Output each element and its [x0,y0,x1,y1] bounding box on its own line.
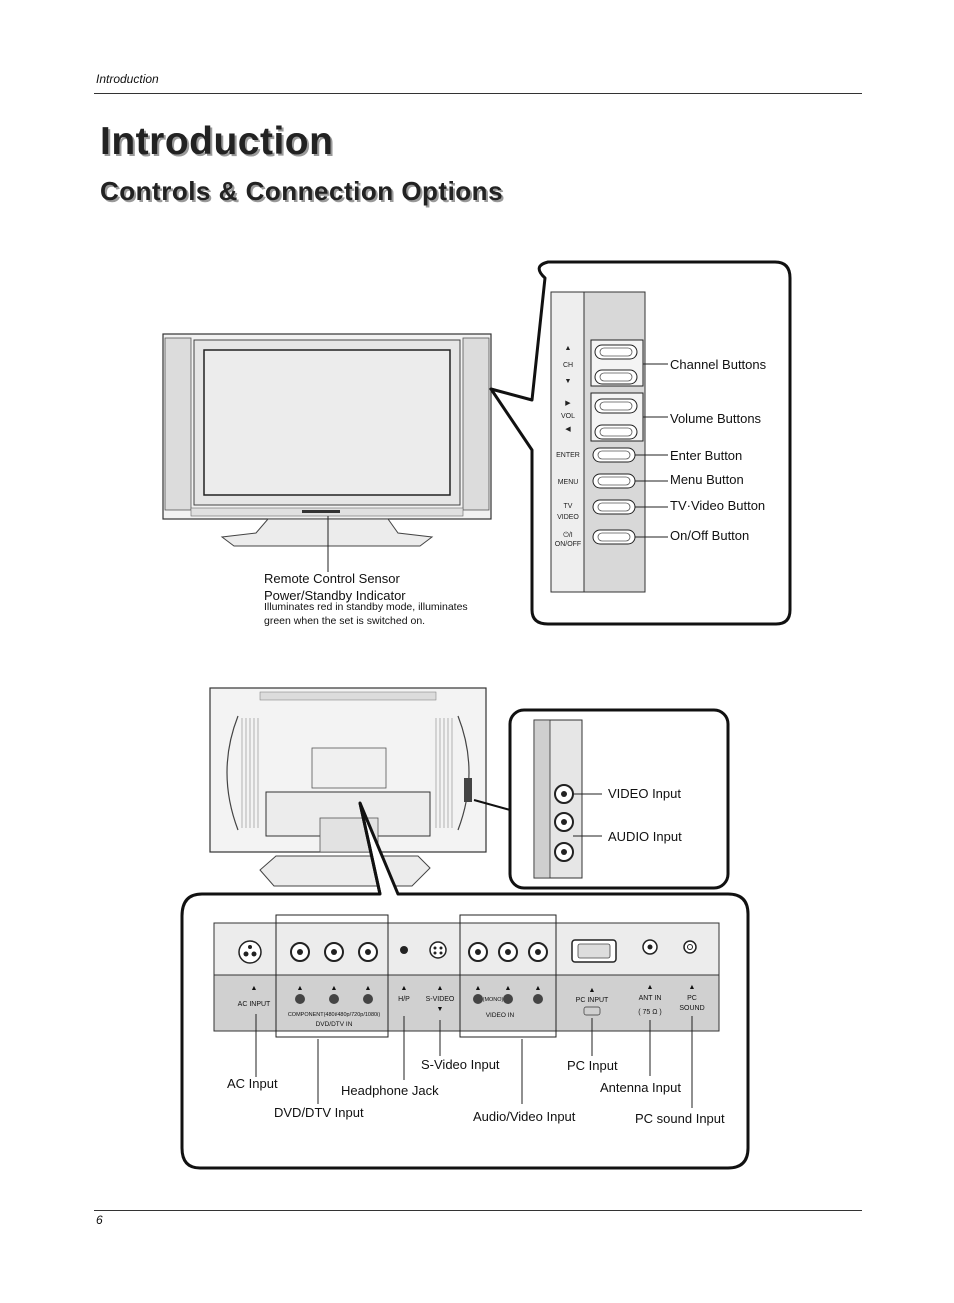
jack-mono: (MONO) [482,997,504,1003]
svg-text:▲: ▲ [474,985,482,992]
jack-dvd-dtv-in: DVD/DTV IN [315,1021,353,1028]
enter-button-label: Enter Button [670,448,743,463]
svg-text:▲: ▲ [646,984,654,991]
s-video-input-callout: S-Video Input [421,1057,500,1072]
jack-hp: H/P [398,996,410,1003]
audio-input-label: AUDIO Input [608,829,682,844]
jack-sound: SOUND [679,1005,705,1012]
jack-ohm: ( 75 Ω ) [638,1009,662,1016]
svg-text:▼: ▼ [564,378,572,385]
svg-text:▶: ▶ [565,400,571,407]
jack-ac-input: AC INPUT [237,1001,271,1008]
jack-s-video: S-VIDEO [425,996,455,1003]
panel-mark-onoff: ON/OFF [554,541,582,548]
panel-mark-video: VIDEO [557,514,579,521]
panel-mark-menu: MENU [557,479,579,486]
svg-text:▲: ▲ [564,345,572,352]
footer-rule [94,1210,862,1211]
svg-text:▲: ▲ [436,985,444,992]
tv-video-button-label: TV·Video Button [670,498,766,513]
sensor-label-line1: Remote Control Sensor [264,571,400,586]
dvd-dtv-input-callout: DVD/DTV Input [274,1105,364,1120]
svg-text:▲: ▲ [364,985,372,992]
pc-input-callout: PC Input [567,1058,618,1073]
sensor-note-line2: green when the set is switched on. [264,615,426,627]
svg-text:▲: ▲ [400,985,408,992]
svg-text:▲: ▲ [504,985,512,992]
panel-mark-enter: ENTER [556,452,580,459]
svg-text:▲: ▲ [688,984,696,991]
header-rule [94,93,862,94]
svg-text:▲: ▲ [588,987,596,994]
jack-pc: PC [687,995,697,1002]
sensor-label-line2: Power/Standby Indicator [264,588,406,603]
page-number: 6 [96,1213,103,1227]
menu-button-label: Menu Button [670,472,744,487]
sensor-note-line1: Illuminates red in standby mode, illuminates [264,601,468,613]
panel-mark-power: ⏻/I [563,532,573,539]
front-tv-illustration [150,250,810,640]
panel-mark-vol: VOL [560,413,576,420]
antenna-input-callout: Antenna Input [600,1080,681,1095]
pc-sound-input-callout: PC sound Input [635,1111,725,1126]
svg-text:▲: ▲ [296,985,304,992]
rear-tv-illustration [180,680,760,1180]
svg-text:▲: ▲ [330,985,338,992]
on-off-button-label: On/Off Button [670,528,750,543]
volume-buttons-label: Volume Buttons [670,411,762,426]
jack-ant-in: ANT IN [638,995,662,1002]
jack-video-in: VIDEO IN [485,1012,515,1019]
svg-text:▼: ▼ [436,1006,444,1013]
running-header: Introduction [96,72,159,86]
page-subtitle: Controls & Connection Options [100,176,504,206]
jack-pc-input: PC INPUT [575,997,609,1004]
video-input-label: VIDEO Input [608,786,681,801]
svg-text:▲: ▲ [250,985,258,992]
ac-input-callout: AC Input [227,1076,278,1091]
audio-video-input-callout: Audio/Video Input [473,1109,576,1124]
channel-buttons-label: Channel Buttons [670,357,767,372]
panel-mark-ch: CH [562,362,574,369]
page-title: Introduction [100,120,334,163]
svg-text:◀: ◀ [565,426,571,433]
panel-mark-tv: TV [563,503,573,510]
svg-text:▲: ▲ [534,985,542,992]
headphone-jack-callout: Headphone Jack [341,1083,439,1098]
jack-component: COMPONENT(480i/480p/720p/1080i) [287,1012,381,1018]
